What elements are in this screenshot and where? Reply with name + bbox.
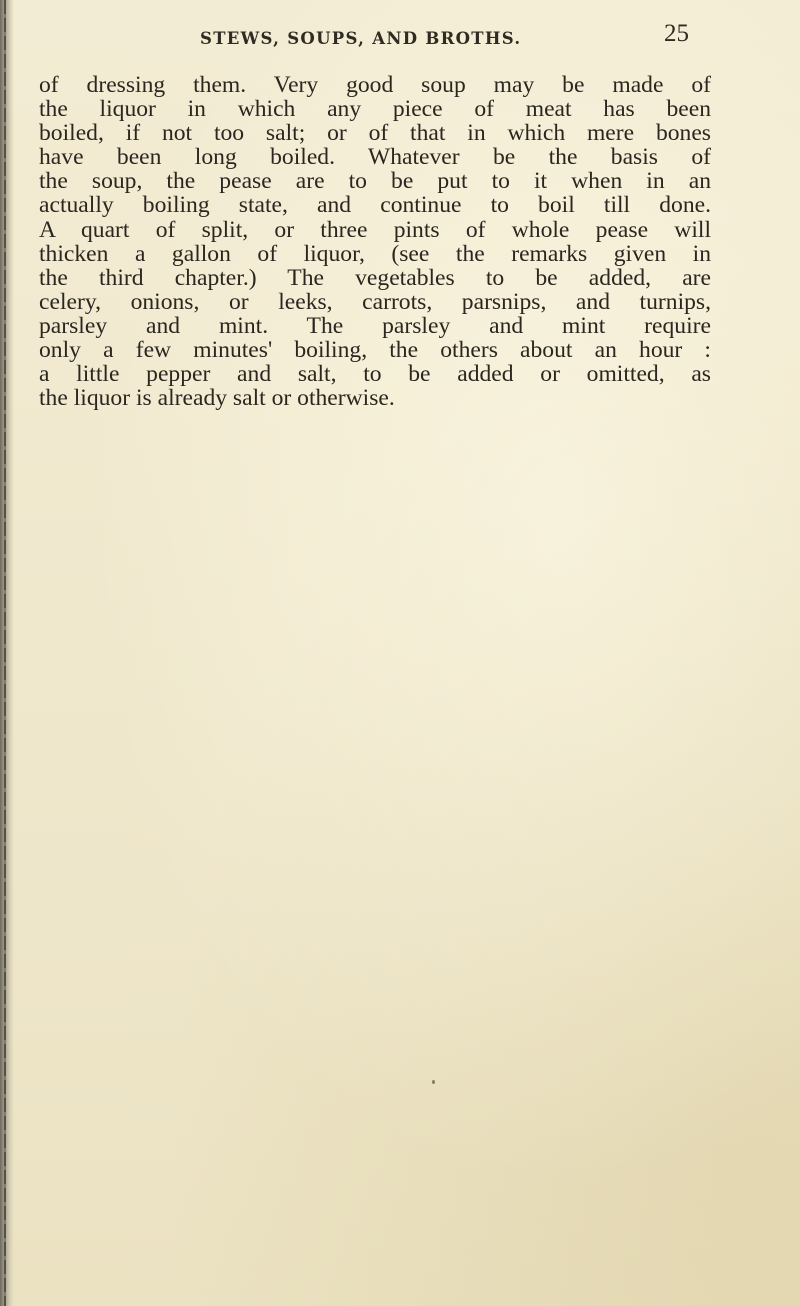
running-header — [38, 20, 774, 56]
text-line: parsley and mint. The parsley and mint require — [39, 313, 711, 339]
paper-speck — [432, 1080, 435, 1084]
text-line: actually boiling state, and continue to boil till done. — [39, 193, 711, 218]
text-line: thicken a gallon of liquor, (see the remarks given in — [39, 241, 711, 266]
text-line: only a few minutes' boiling, the others about an hour : — [39, 338, 711, 363]
text-line: of dressing them. Very good soup may be made of — [39, 73, 711, 98]
page-number: 25 — [664, 20, 689, 47]
text-line-last: the liquor is already salt or otherwise. — [39, 386, 395, 411]
binding-edge-line — [4, 0, 6, 1306]
running-title: STEWS, SOUPS, AND BROTHS. — [200, 29, 522, 48]
text-line: celery, onions, or leeks, carrots, parsnips, and turnips, — [39, 289, 711, 314]
text-line: boiled, if not too salt; or of that in which mere bones — [39, 121, 711, 146]
text-line: the liquor in which any piece of meat has been — [39, 97, 711, 122]
body-paragraph — [39, 73, 771, 410]
text-line: the third chapter.) The vegetables to be added, are — [39, 265, 711, 290]
text-line: have been long boiled. Whatever be the basis of — [39, 145, 711, 170]
text-line: the soup, the pease are to be put to it when in an — [39, 169, 711, 194]
binding-gutter — [0, 0, 14, 1306]
text-line: a little pepper and salt, to be added or omitted, as — [39, 362, 711, 387]
text-line: A quart of split, or three pints of whole pease will — [39, 217, 711, 242]
